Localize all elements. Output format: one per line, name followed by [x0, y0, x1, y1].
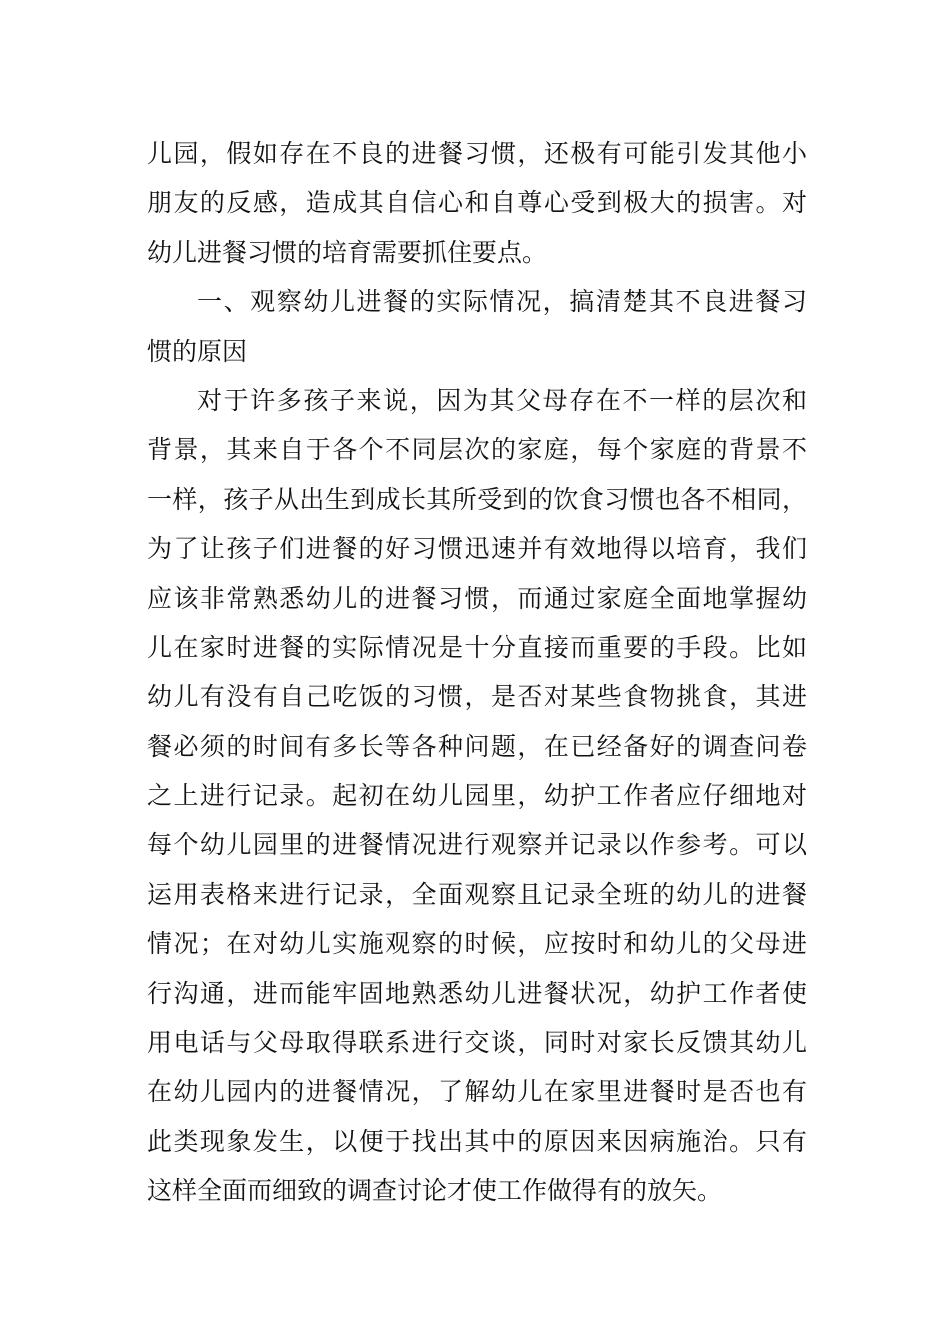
document-body: [147, 129, 807, 1216]
text-line: 儿园，假如存在不良的进餐习惯，还极有可能引发其他小: [147, 139, 807, 168]
text-line: 为了让孩子们进餐的好习惯迅速并有效地得以培育，我们: [147, 534, 807, 564]
text-line: 幼儿进餐习惯的培育需要抓住要点。: [147, 237, 548, 267]
text-line: 幼儿有没有自己吃饭的习惯，是否对某些食物挑食，其进: [147, 682, 807, 712]
text-line: 这样全面而细致的调查讨论才使工作做得有的放矢。: [147, 1176, 723, 1206]
text-line: 之上进行记录。起初在幼儿园里，幼护工作者应仔细地对: [147, 781, 807, 811]
text-line: 儿在家时进餐的实际情况是十分直接而重要的手段。比如: [147, 632, 807, 662]
text-line: 应该非常熟悉幼儿的进餐习惯，而通过家庭全面地掌握幼: [147, 583, 807, 613]
text-line: 每个幼儿园里的进餐情况进行观察并记录以作参考。可以: [147, 830, 807, 860]
text-line: 背景，其来自于各个不同层次的家庭，每个家庭的背景不: [147, 435, 807, 465]
text-line: 用电话与父母取得联系进行交谈，同时对家长反馈其幼儿: [147, 1028, 807, 1058]
text-line: 餐必须的时间有多长等各种问题，在已经备好的调查问卷: [147, 731, 807, 761]
text-line: 运用表格来进行记录，全面观察且记录全班的幼儿的进餐: [147, 879, 807, 909]
text-line: 在幼儿园内的进餐情况，了解幼儿在家里进餐时是否也有: [147, 1077, 807, 1107]
section-heading-line: 惯的原因: [147, 336, 248, 366]
text-line: 行沟通，进而能牢固地熟悉幼儿进餐状况，幼护工作者使: [147, 978, 807, 1008]
text-line: 此类现象发生，以便于找出其中的原因来因病施治。只有: [147, 1126, 807, 1156]
section-heading-line: 一、观察幼儿进餐的实际情况，搞清楚其不良进餐习: [197, 287, 807, 317]
text-line: 对于许多孩子来说，因为其父母存在不一样的层次和: [197, 385, 807, 415]
text-line: 一样，孩子从出生到成长其所受到的饮食习惯也各不相同，: [147, 484, 807, 514]
text-line: 朋友的反感，造成其自信心和自尊心受到极大的损害。对: [147, 188, 807, 218]
text-line: 情况；在对幼儿实施观察的时候，应按时和幼儿的父母进: [147, 929, 807, 959]
